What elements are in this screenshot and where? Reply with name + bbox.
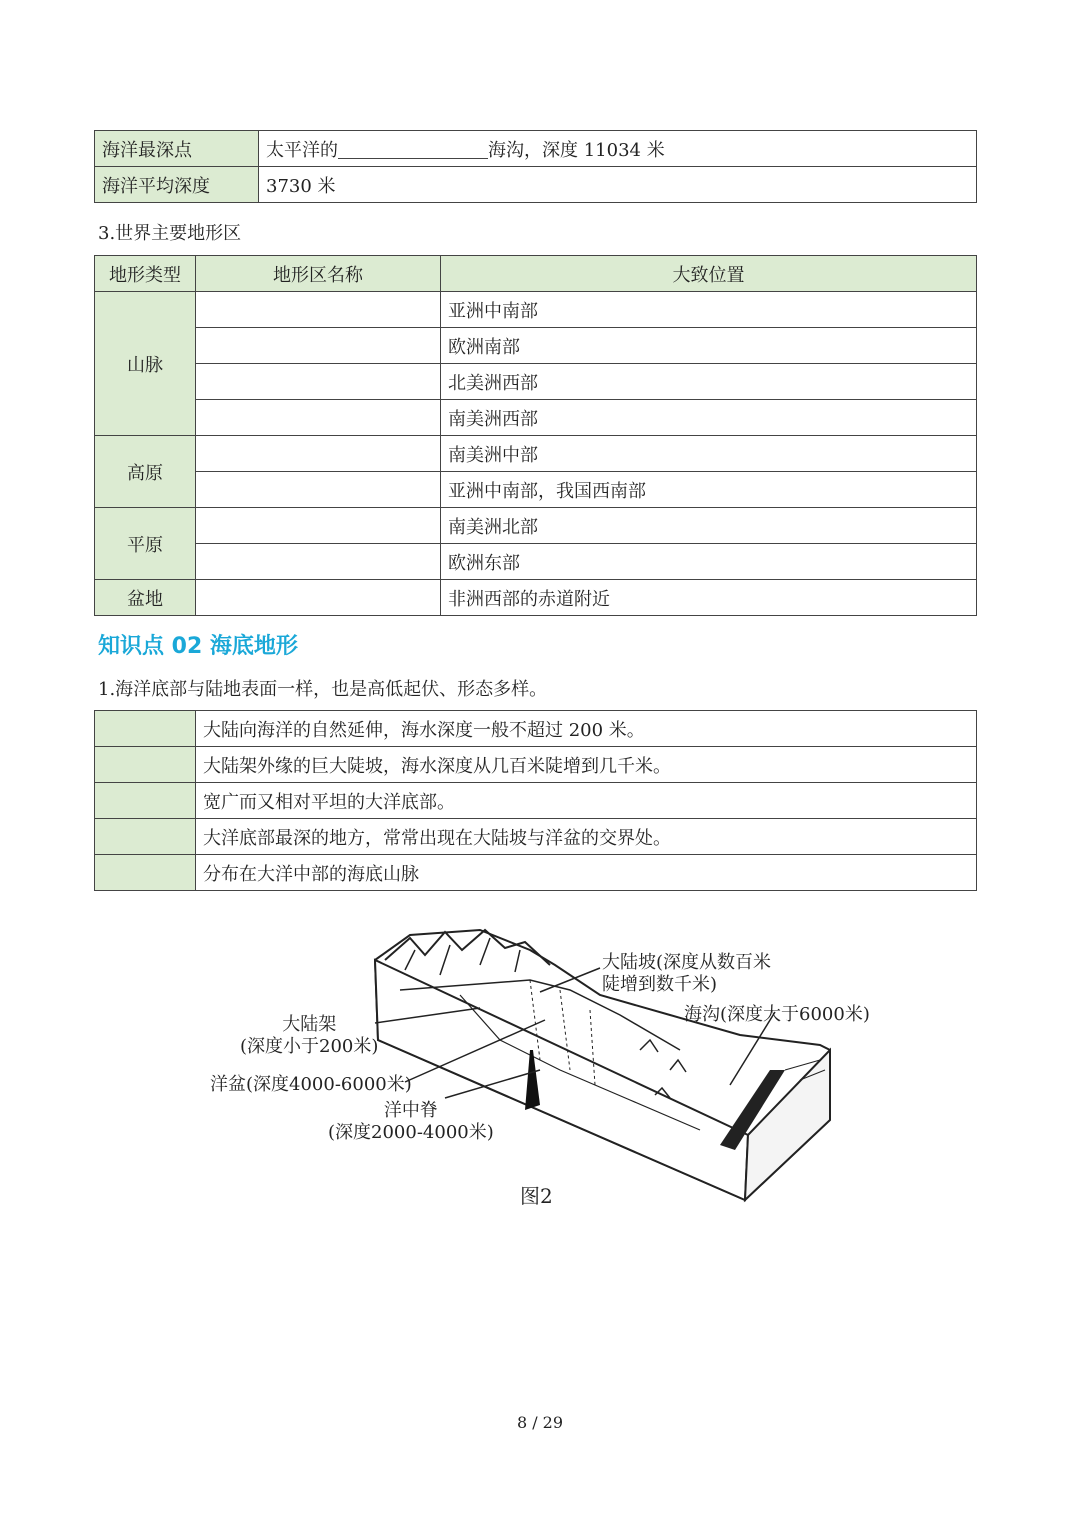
blank-cell[interactable]: [196, 508, 441, 544]
knowledge-point-title: 知识点 02 海底地形: [98, 634, 298, 659]
label-continental-slope: 大陆坡(深度从数百米 陡增到数千米): [602, 952, 772, 995]
label-trench: 海沟(深度大于6000米): [684, 1004, 870, 1025]
seabed-block-illustration: [200, 920, 880, 1210]
row-label: 海洋最深点: [95, 131, 259, 167]
table-row: 北美洲西部: [95, 364, 977, 400]
fill-blank[interactable]: [338, 140, 488, 159]
table-row: 欧洲东部: [95, 544, 977, 580]
blank-cell[interactable]: [196, 400, 441, 436]
table-row: [95, 131, 977, 167]
blank-cell[interactable]: [95, 747, 196, 783]
ocean-depth-table: [94, 130, 977, 203]
table-row: 大洋底部最深的地方，常常出现在大陆坡与洋盆的交界处。: [95, 819, 977, 855]
figure-caption: 图2: [520, 1184, 553, 1208]
table-row: 欧洲南部: [95, 328, 977, 364]
landform-table: [94, 255, 977, 616]
table-row: 平原 南美洲北部: [95, 508, 977, 544]
table-row: 大陆向海洋的自然延伸，海水深度一般不超过 200 米。: [95, 711, 977, 747]
table-row: 分布在大洋中部的海底山脉: [95, 855, 977, 891]
table-row: 盆地 非洲西部的赤道附近: [95, 580, 977, 616]
table-header: 地形类型 地形区名称 大致位置: [95, 256, 977, 292]
table-row: 南美洲西部: [95, 400, 977, 436]
seabed-diagram: [200, 920, 880, 1210]
blank-cell[interactable]: [196, 580, 441, 616]
blank-cell[interactable]: [196, 544, 441, 580]
blank-cell[interactable]: [95, 711, 196, 747]
row-label: 海洋平均深度: [95, 167, 259, 203]
row-value: 太平洋的 海沟，深度 11034 米: [259, 131, 977, 167]
blank-cell[interactable]: [196, 436, 441, 472]
table-row: 亚洲中南部，我国西南部: [95, 472, 977, 508]
blank-cell[interactable]: [196, 364, 441, 400]
table-row: 宽广而又相对平坦的大洋底部。: [95, 783, 977, 819]
blank-cell[interactable]: [196, 328, 441, 364]
blank-cell[interactable]: [95, 855, 196, 891]
label-mid-ocean-ridge: 洋中脊 (深度2000-4000米): [328, 1100, 494, 1143]
row-value: 3730 米: [259, 167, 977, 203]
table-row: 山脉 亚洲中南部: [95, 292, 977, 328]
label-continental-shelf: 大陆架 (深度小于200米): [240, 1014, 379, 1057]
blank-cell[interactable]: [95, 783, 196, 819]
label-ocean-basin: 洋盆(深度4000-6000米): [210, 1074, 412, 1095]
seabed-intro: 1.海洋底部与陆地表面一样，也是高低起伏、形态多样。: [98, 679, 548, 700]
blank-cell[interactable]: [95, 819, 196, 855]
blank-cell[interactable]: [196, 292, 441, 328]
table-row: 大陆架外缘的巨大陡坡，海水深度从几百米陡增到几千米。: [95, 747, 977, 783]
section-heading: 3.世界主要地形区: [98, 223, 242, 244]
table-row: 高原 南美洲中部: [95, 436, 977, 472]
table-row: [95, 167, 977, 203]
blank-cell[interactable]: [196, 472, 441, 508]
page-number: 8 / 29: [516, 1413, 564, 1432]
seabed-table: [94, 710, 977, 891]
